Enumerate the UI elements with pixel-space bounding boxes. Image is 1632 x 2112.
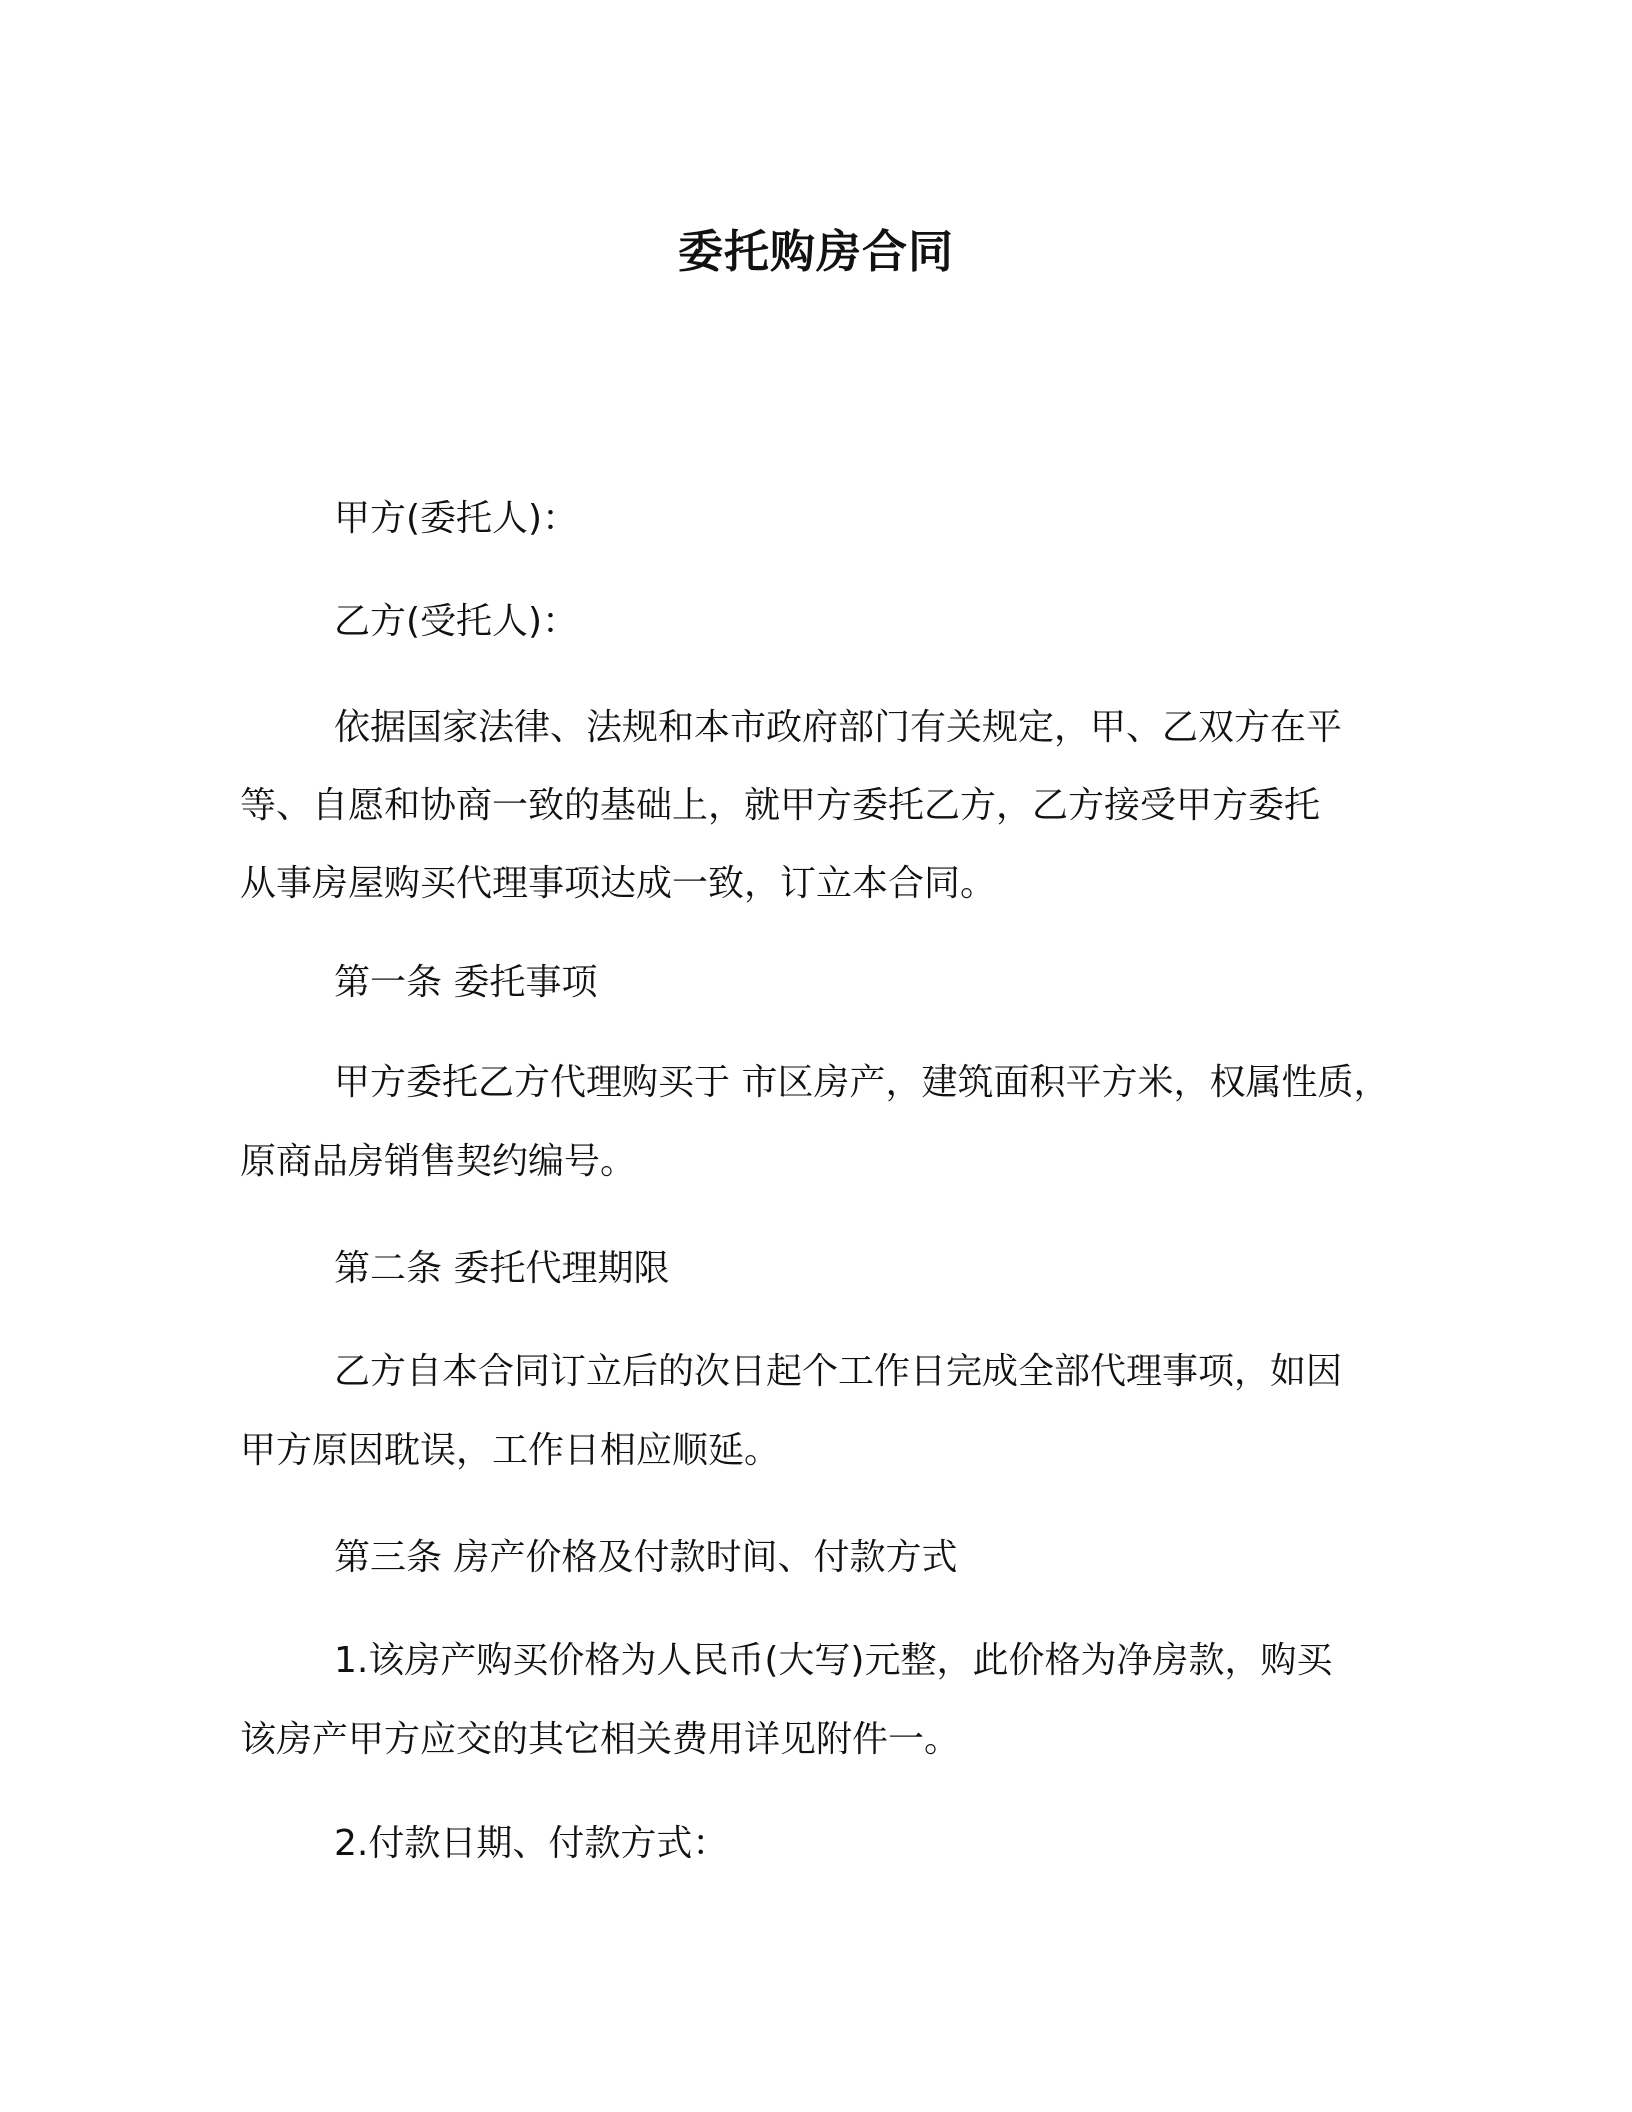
preamble-line-3: 从事房屋购买代理事项达成一致，订立本合同。 [240,863,997,904]
party-a-line: 甲方(委托人)： [334,498,579,539]
document-title: 委托购房合同 [677,225,954,278]
article2-heading: 第二条 委托代理期限 [334,1248,670,1289]
preamble-line-1: 依据国家法律、法规和本市政府部门有关规定，甲、乙双方在平 [334,707,1343,748]
preamble-line-2: 等、自愿和协商一致的基础上，就甲方委托乙方，乙方接受甲方委托 [240,785,1321,826]
article3-item1-line-2: 该房产甲方应交的其它相关费用详见附件一。 [240,1719,961,1760]
article3-item1-line-1: 1.该房产购买价格为人民币(大写)元整，此价格为净房款，购买 [334,1640,1333,1681]
article2-line-2: 甲方原因耽误，工作日相应顺延。 [240,1430,781,1471]
article3-item2: 2.付款日期、付款方式： [334,1823,729,1864]
party-b-line: 乙方(受托人)： [334,601,579,642]
article1-line-1: 甲方委托乙方代理购买于 市区房产，建筑面积平方米，权属性质， [334,1062,1390,1103]
article3-heading: 第三条 房产价格及付款时间、付款方式 [334,1537,958,1578]
article2-line-1: 乙方自本合同订立后的次日起个工作日完成全部代理事项，如因 [334,1351,1343,1392]
article1-line-2: 原商品房销售契约编号。 [240,1141,637,1182]
article1-heading: 第一条 委托事项 [334,962,598,1003]
